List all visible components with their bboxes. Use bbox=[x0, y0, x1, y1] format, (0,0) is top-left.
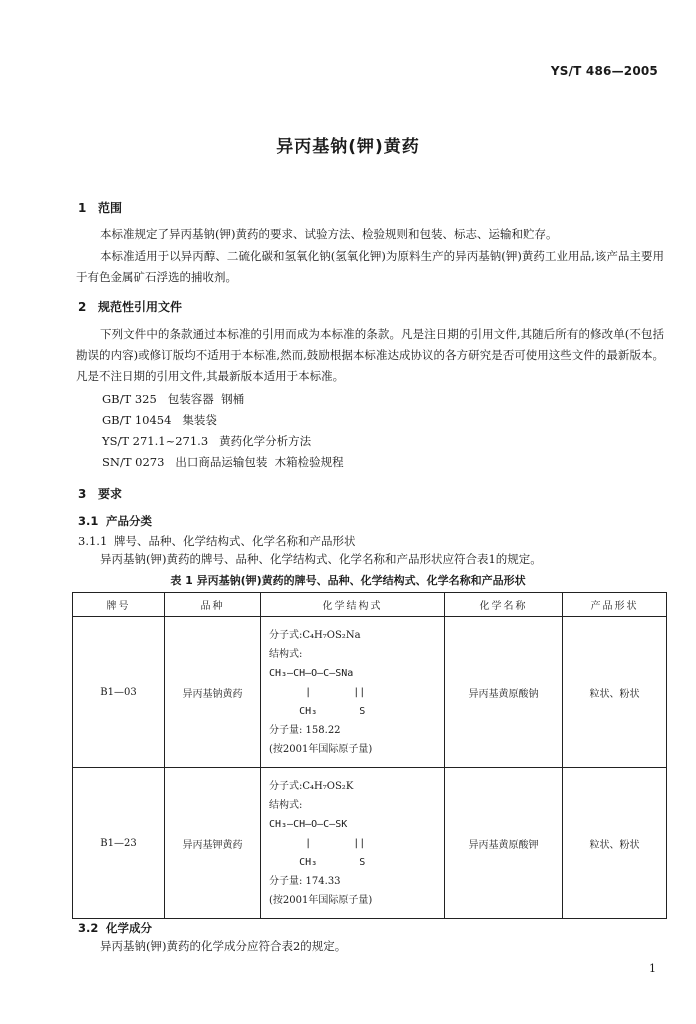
section-number: 3 bbox=[78, 487, 87, 501]
section-2-paragraph: 下列文件中的条款通过本标准的引用而成为本标准的条款。凡是注日期的引用文件,其随后所有的修改单(不包括勘误的内容)或修订版均不适用于本标准,然而,鼓励根据本标准达成协议的各方研究是否可使用这些文件的最新版本。凡是不注日期的引用文件,其最新版本适用于本标准。 bbox=[76, 327, 664, 383]
shape-cell: 粒状、粉状 bbox=[563, 768, 667, 919]
structure-cell bbox=[261, 768, 445, 919]
subsection-3-1 bbox=[78, 513, 152, 529]
reference-item: GB/T 10454 集装袋 bbox=[102, 413, 217, 427]
column-header: 产品形状 bbox=[563, 593, 667, 617]
column-header: 品种 bbox=[165, 593, 261, 617]
subsection-title: 牌号、品种、化学结构式、化学名称和产品形状 bbox=[114, 534, 356, 548]
structure-line-3: CH₃ S bbox=[269, 856, 366, 868]
subsection-title: 产品分类 bbox=[106, 514, 152, 528]
table-header-row bbox=[73, 593, 667, 617]
chemical-name-cell: 异丙基黄原酸钾 bbox=[445, 768, 563, 919]
page-number: 1 bbox=[649, 962, 656, 975]
column-header: 化学结构式 bbox=[261, 593, 445, 617]
table-1 bbox=[72, 592, 667, 919]
subsection-3-2 bbox=[78, 920, 152, 936]
molecular-formula: 分子式:C₄H₇OS₂Na bbox=[269, 629, 361, 641]
section-title: 要求 bbox=[98, 487, 123, 501]
section-3-1-1-text: 异丙基钠(钾)黄药的牌号、品种、化学结构式、化学名称和产品形状应符合表1的规定。 bbox=[100, 552, 542, 566]
molecular-weight: 分子量: 174.33 bbox=[269, 875, 341, 887]
subsection-number: 3.1.1 bbox=[78, 534, 108, 548]
structure-line-2: | || bbox=[269, 686, 366, 698]
column-header: 化学名称 bbox=[445, 593, 563, 617]
reference-item: YS/T 271.1~271.3 黄药化学分析方法 bbox=[102, 434, 312, 448]
table-1-caption: 表 1 异丙基钠(钾)黄药的牌号、品种、化学结构式、化学名称和产品形状 bbox=[170, 574, 526, 587]
standard-number: YS/T 486—2005 bbox=[550, 64, 658, 78]
molecular-weight-note: (按2001年国际原子量) bbox=[269, 743, 373, 755]
section-3-heading bbox=[78, 485, 122, 502]
structure-line-1: CH₃—CH—O—C—SK bbox=[269, 818, 348, 830]
molecular-weight-note: (按2001年国际原子量) bbox=[269, 894, 373, 906]
structure-line-3: CH₃ S bbox=[269, 705, 366, 717]
structure-line-1: CH₃—CH—O—C—SNa bbox=[269, 667, 354, 679]
column-header: 牌号 bbox=[73, 593, 165, 617]
section-1-paragraph-1: 本标准规定了异丙基钠(钾)黄药的要求、试验方法、检验规则和包装、标志、运输和贮存。 bbox=[100, 227, 558, 241]
section-1-paragraph-2: 本标准适用于以异丙醇、二硫化碳和氢氧化钠(氢氧化钾)为原料生产的异丙基钠(钾)黄药工业用品,该产品主要用于有色金属矿石浮选的捕收剂。 bbox=[76, 249, 664, 284]
chemical-name-cell: 异丙基黄原酸钠 bbox=[445, 617, 563, 768]
section-number: 1 bbox=[78, 201, 87, 215]
subsection-number: 3.2 bbox=[78, 921, 99, 935]
subsection-3-1-1 bbox=[78, 533, 356, 549]
document-title: 异丙基钠(钾)黄药 bbox=[276, 137, 420, 157]
table-row bbox=[73, 768, 667, 919]
section-1-heading bbox=[78, 199, 122, 216]
molecular-weight: 分子量: 158.22 bbox=[269, 724, 341, 736]
structure-line-2: | || bbox=[269, 837, 366, 849]
section-3-2-text: 异丙基钠(钾)黄药的化学成分应符合表2的规定。 bbox=[100, 939, 347, 953]
reference-item: SN/T 0273 出口商品运输包装 木箱检验规程 bbox=[102, 455, 344, 469]
structure-label: 结构式: bbox=[269, 799, 303, 811]
variety-cell: 异丙基钾黄药 bbox=[165, 768, 261, 919]
section-2-heading bbox=[78, 298, 182, 315]
table-row bbox=[73, 617, 667, 768]
shape-cell: 粒状、粉状 bbox=[563, 617, 667, 768]
molecular-formula: 分子式:C₄H₇OS₂K bbox=[269, 780, 354, 792]
structure-cell bbox=[261, 617, 445, 768]
grade-cell: B1—23 bbox=[73, 768, 165, 919]
reference-item: GB/T 325 包装容器 钢桶 bbox=[102, 392, 245, 406]
variety-cell: 异丙基钠黄药 bbox=[165, 617, 261, 768]
structure-label: 结构式: bbox=[269, 648, 303, 660]
section-title: 规范性引用文件 bbox=[98, 300, 183, 314]
grade-cell: B1—03 bbox=[73, 617, 165, 768]
subsection-title: 化学成分 bbox=[106, 921, 152, 935]
section-number: 2 bbox=[78, 300, 87, 314]
section-title: 范围 bbox=[98, 201, 123, 215]
subsection-number: 3.1 bbox=[78, 514, 99, 528]
